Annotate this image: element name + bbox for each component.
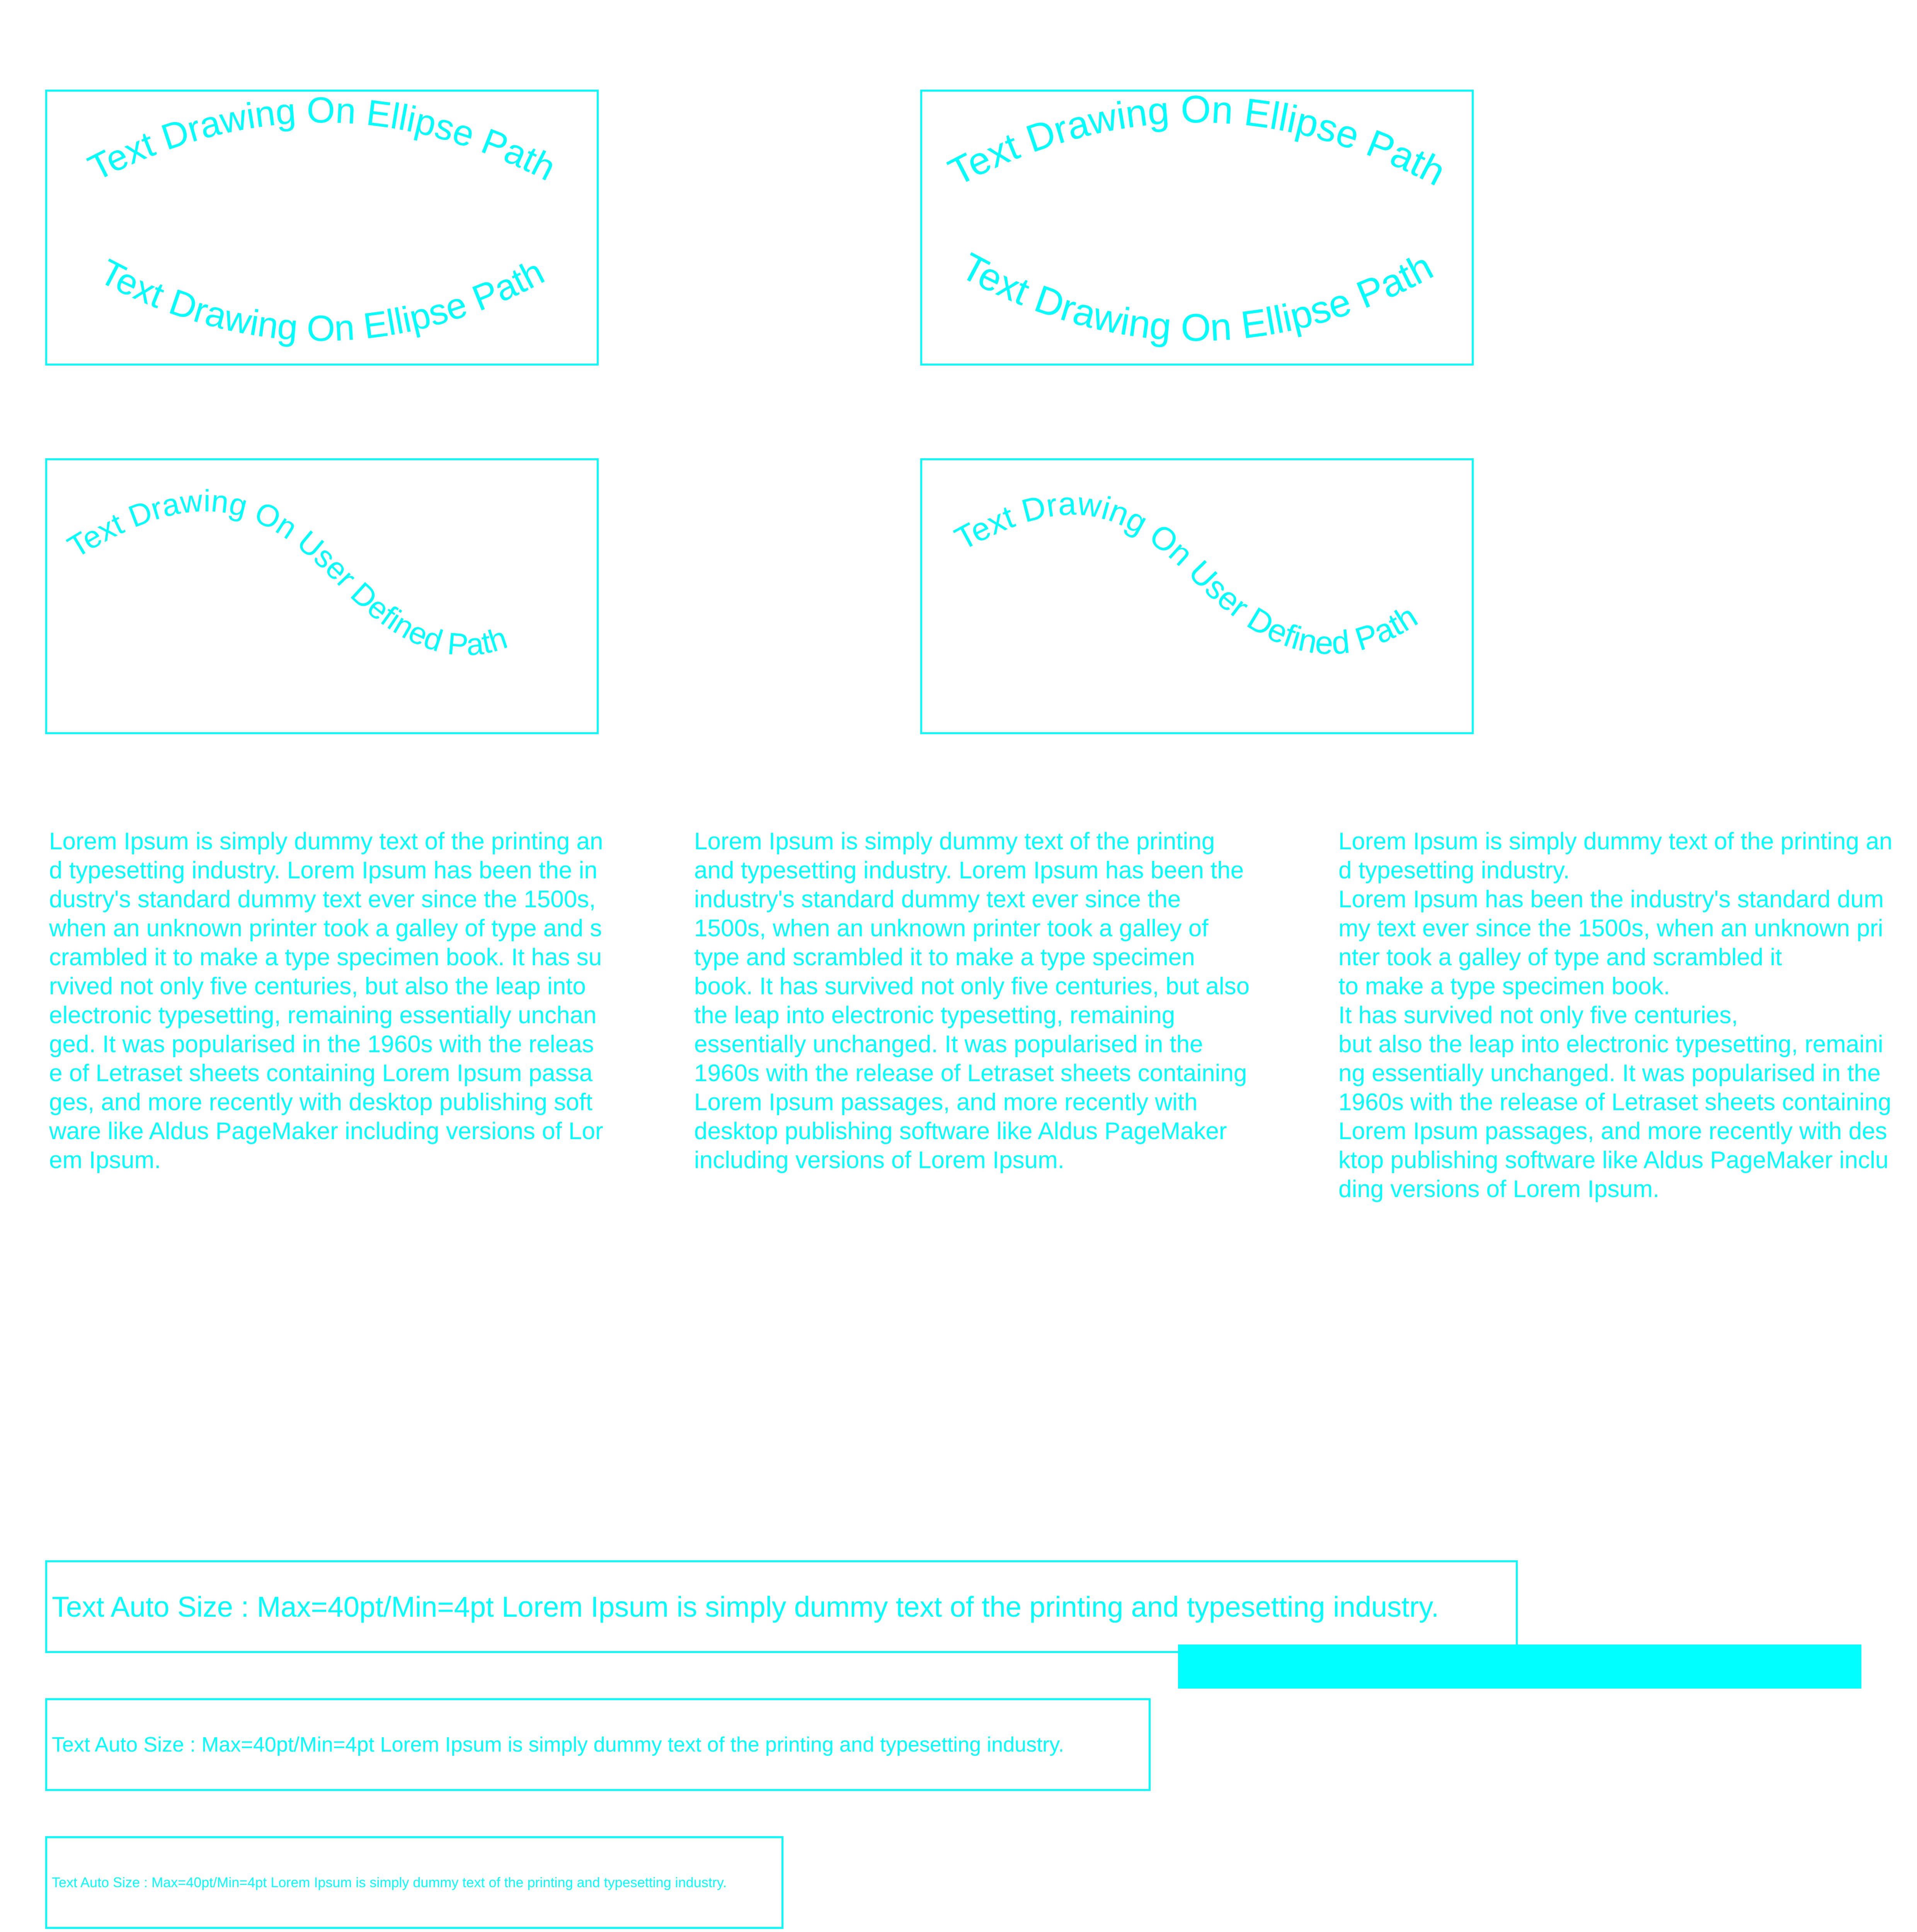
autosize-box-small [45,1836,783,1929]
userpath-text-right [920,458,1474,734]
autosize-box-large [45,1560,1518,1653]
paragraph-col-3: Lorem Ipsum is simply dummy text of the printing and typesetting industry. Lorem Ipsum has been the industry's standard dummy text ever since the 1500s, when an unknown printer took a galley of type and scrambled it to make a type specimen book. It has survived not only five centuries, but also the leap into electronic typesetting, remaining essentially unchanged. It was popularised in the 1960s with the release of Letraset sheets containing Lorem Ipsum passages, and more recently with desktop publishing software like Aldus PageMaker including versions of Lorem Ipsum. [1338,828,1893,1202]
userpath-text-left-label: Text Drawing On User Defined Path [61,483,511,662]
autosize-label-medium: Text Auto Size : Max=40pt/Min=4pt Lorem Ipsum is simply dummy text of the printing and typesetting industry. [52,1733,1064,1756]
ellipse-text-top-left: Text Drawing On Ellipse Path [82,90,562,189]
autosize-label-large: Text Auto Size : Max=40pt/Min=4pt Lorem Ipsum is simply dummy text of the printing and typesetting industry. [52,1590,1439,1623]
autosize-box-medium [45,1698,1151,1791]
paragraph-col-2: Lorem Ipsum is simply dummy text of the printing and typesetting industry. Lorem Ipsum has been the industry's standard dummy text ever since the 1500s, when an unknown printer took a galley of type and scrambled it to make a type specimen book. It has survived not only five centuries, but also the leap into electronic typesetting, remaining essentially unchanged. It was popularised in the 1960s with the release of Letraset sheets containing Lorem Ipsum passages, and more recently with desktop publishing software like Aldus PageMaker including versions of Lorem Ipsum. [694,828,1250,1173]
overflow-bar [1178,1645,1861,1689]
ellipse-text-top-right: Text Drawing On Ellipse Path [941,90,1452,194]
ellipse-text-left [45,90,599,366]
ellipse-text-bottom-right: Text Drawing On Ellipse Path [954,244,1440,350]
ellipse-text-right [920,90,1474,366]
userpath-text-right-label: Text Drawing On User Defined Path [949,485,1424,662]
userpath-text-left [45,458,599,734]
ellipse-text-bottom-left: Text Drawing On Ellipse Path [93,251,550,349]
paragraph-col-1: Lorem Ipsum is simply dummy text of the printing and typesetting industry. Lorem Ipsum has been the industry's standard dummy text ever since the 1500s, when an unknown printer took a galley of type and scrambled it to make a type specimen book. It has survived not only five centuries, but also the leap into electronic typesetting, remaining essentially unchanged. It was popularised in the 1960s with the release of Letraset sheets containing Lorem Ipsum passages, and more recently with desktop publishing software like Aldus PageMaker including versions of Lorem Ipsum. [49,828,603,1173]
autosize-label-small: Text Auto Size : Max=40pt/Min=4pt Lorem Ipsum is simply dummy text of the printing and typesetting industry. [52,1874,727,1890]
